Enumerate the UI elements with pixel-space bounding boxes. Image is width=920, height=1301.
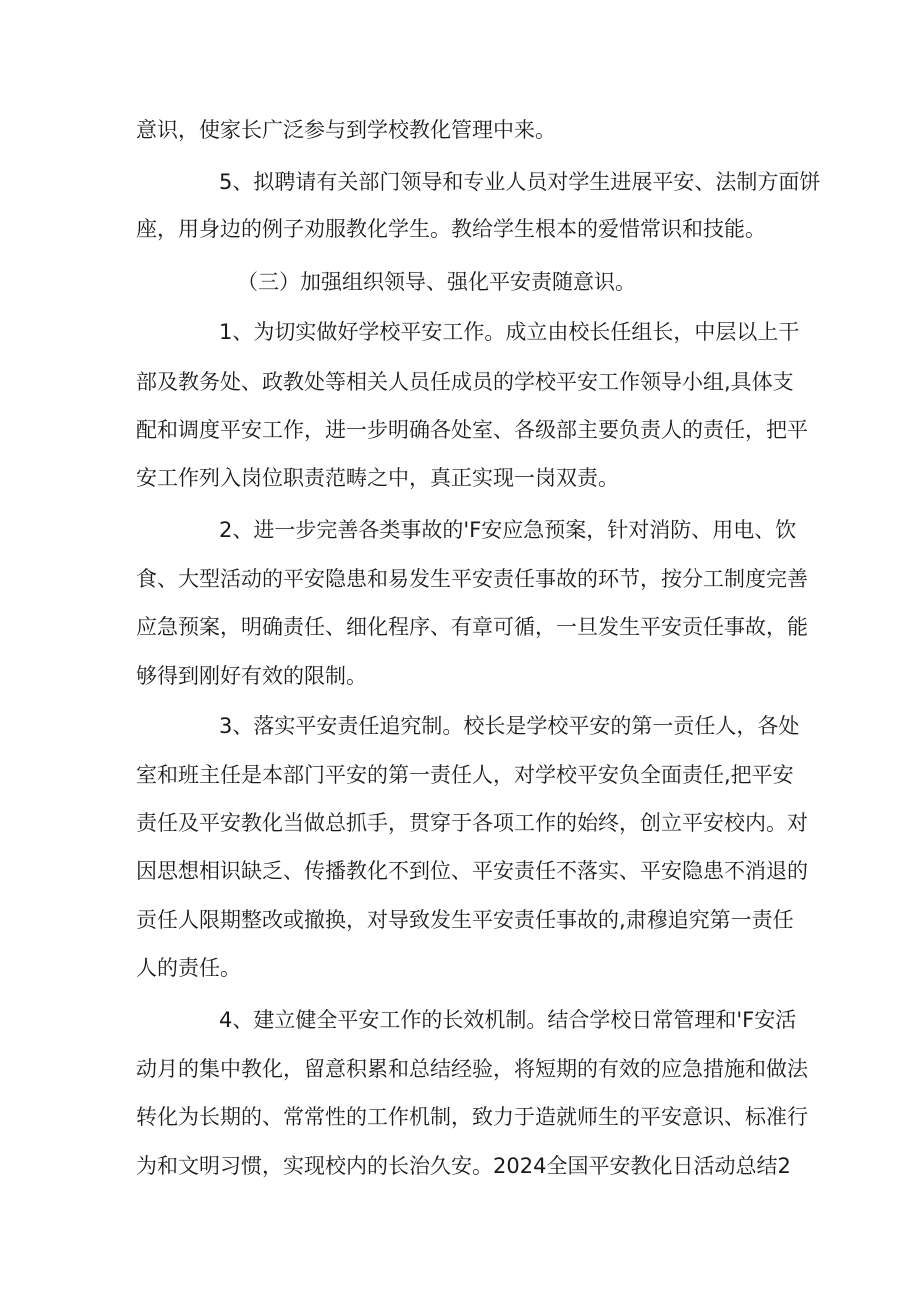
list-item-4-line	[0, 1000, 920, 1040]
list-item-5-line	[0, 162, 920, 202]
list-item-text: 责任及平安教化当做总抓手，贯穿于各项工作的始终，创立平安校内。对	[136, 811, 808, 835]
list-item-text: 1、为切实做好学校平安工作。成立由校长任组长，中层以上干	[219, 320, 800, 344]
list-item-1-line	[0, 362, 920, 402]
list-item-4-line	[0, 1146, 920, 1186]
list-item-2-line	[0, 510, 920, 550]
list-item-1-line	[0, 410, 920, 450]
list-item-4-line	[0, 1049, 920, 1089]
list-item-4-line	[0, 1097, 920, 1137]
list-item-text: 应急预案，明确责任、细化程序、有章可循，一旦发生平安贡任事故，能	[136, 615, 808, 639]
list-item-text: 为和文明习惯，实现校内的长治久安。2024全国平安教化日活动总结2	[136, 1154, 791, 1178]
list-item-3-line	[0, 755, 920, 795]
list-item-text: 食、大型活动的平安隐患和易发生平安责任事故的环节，按分工制度完善	[136, 567, 808, 591]
section-heading	[0, 262, 920, 302]
list-item-3-line	[0, 706, 920, 746]
list-item-text: 安工作列入岗位职责范畴之中，真正实现一岗双责。	[136, 466, 619, 490]
list-item-text: 部及教务处、政教处等相关人员任成员的学校平安工作领导小组,具体支	[136, 370, 794, 394]
list-item-3-line	[0, 948, 920, 988]
list-item-2-line	[0, 559, 920, 599]
list-item-text: 动月的集中教化，留意积累和总结经验，将短期的有效的应急措施和做法	[136, 1057, 808, 1081]
list-item-3-line	[0, 803, 920, 843]
list-item-1-line	[0, 458, 920, 498]
list-item-2-line	[0, 607, 920, 647]
list-item-text: 座，用身边的例子劝服教化学生。教给学生根本的爱惜常识和技能。	[136, 217, 766, 241]
list-item-text: 5、拟聘请有关部门领导和专业人员对学生进展平安、法制方面饼	[219, 170, 821, 194]
list-item-text: 够得到刚好有效的限制。	[136, 664, 367, 688]
paragraph-text: 意识，使家长广泛参与到学校教化管理中来。	[136, 118, 556, 142]
list-item-3-line	[0, 900, 920, 940]
list-item-text: 室和班主任是本部门平安的第一责任人，对学校平安负全面责任,把平安	[136, 763, 794, 787]
list-item-2-line	[0, 656, 920, 696]
list-item-5-line	[0, 209, 920, 249]
section-heading-text: （三）加强组织领导、强化平安责随意识。	[237, 270, 636, 294]
list-item-text: 配和调度平安工作，进一步明确各处室、各级部主要负责人的责任，把平	[136, 418, 808, 442]
list-item-3-line	[0, 851, 920, 891]
list-item-text: 3、落实平安责任追究制。校长是学校平安的第一贡任人，各处	[219, 714, 800, 738]
list-item-text: 贡任人限期整改或撤换，对导致发生平安责任事故的,肃穆追究第一责任	[136, 908, 794, 932]
list-item-text: 人的责任。	[136, 956, 241, 980]
list-item-text: 因思想相识缺乏、传播教化不到位、平安责任不落实、平安隐患不消退的	[136, 859, 808, 883]
list-item-text: 转化为长期的、常常性的工作机制，致力于造就师生的平安意识、标准行	[136, 1105, 808, 1129]
paragraph-line	[0, 110, 920, 150]
list-item-1-line	[0, 312, 920, 352]
list-item-text: 2、进一步完善各类事故的'F安应急预案，针对消防、用电、饮	[219, 518, 797, 542]
list-item-text: 4、建立健全平安工作的长效机制。结合学校日常管理和'F安活	[219, 1008, 797, 1032]
